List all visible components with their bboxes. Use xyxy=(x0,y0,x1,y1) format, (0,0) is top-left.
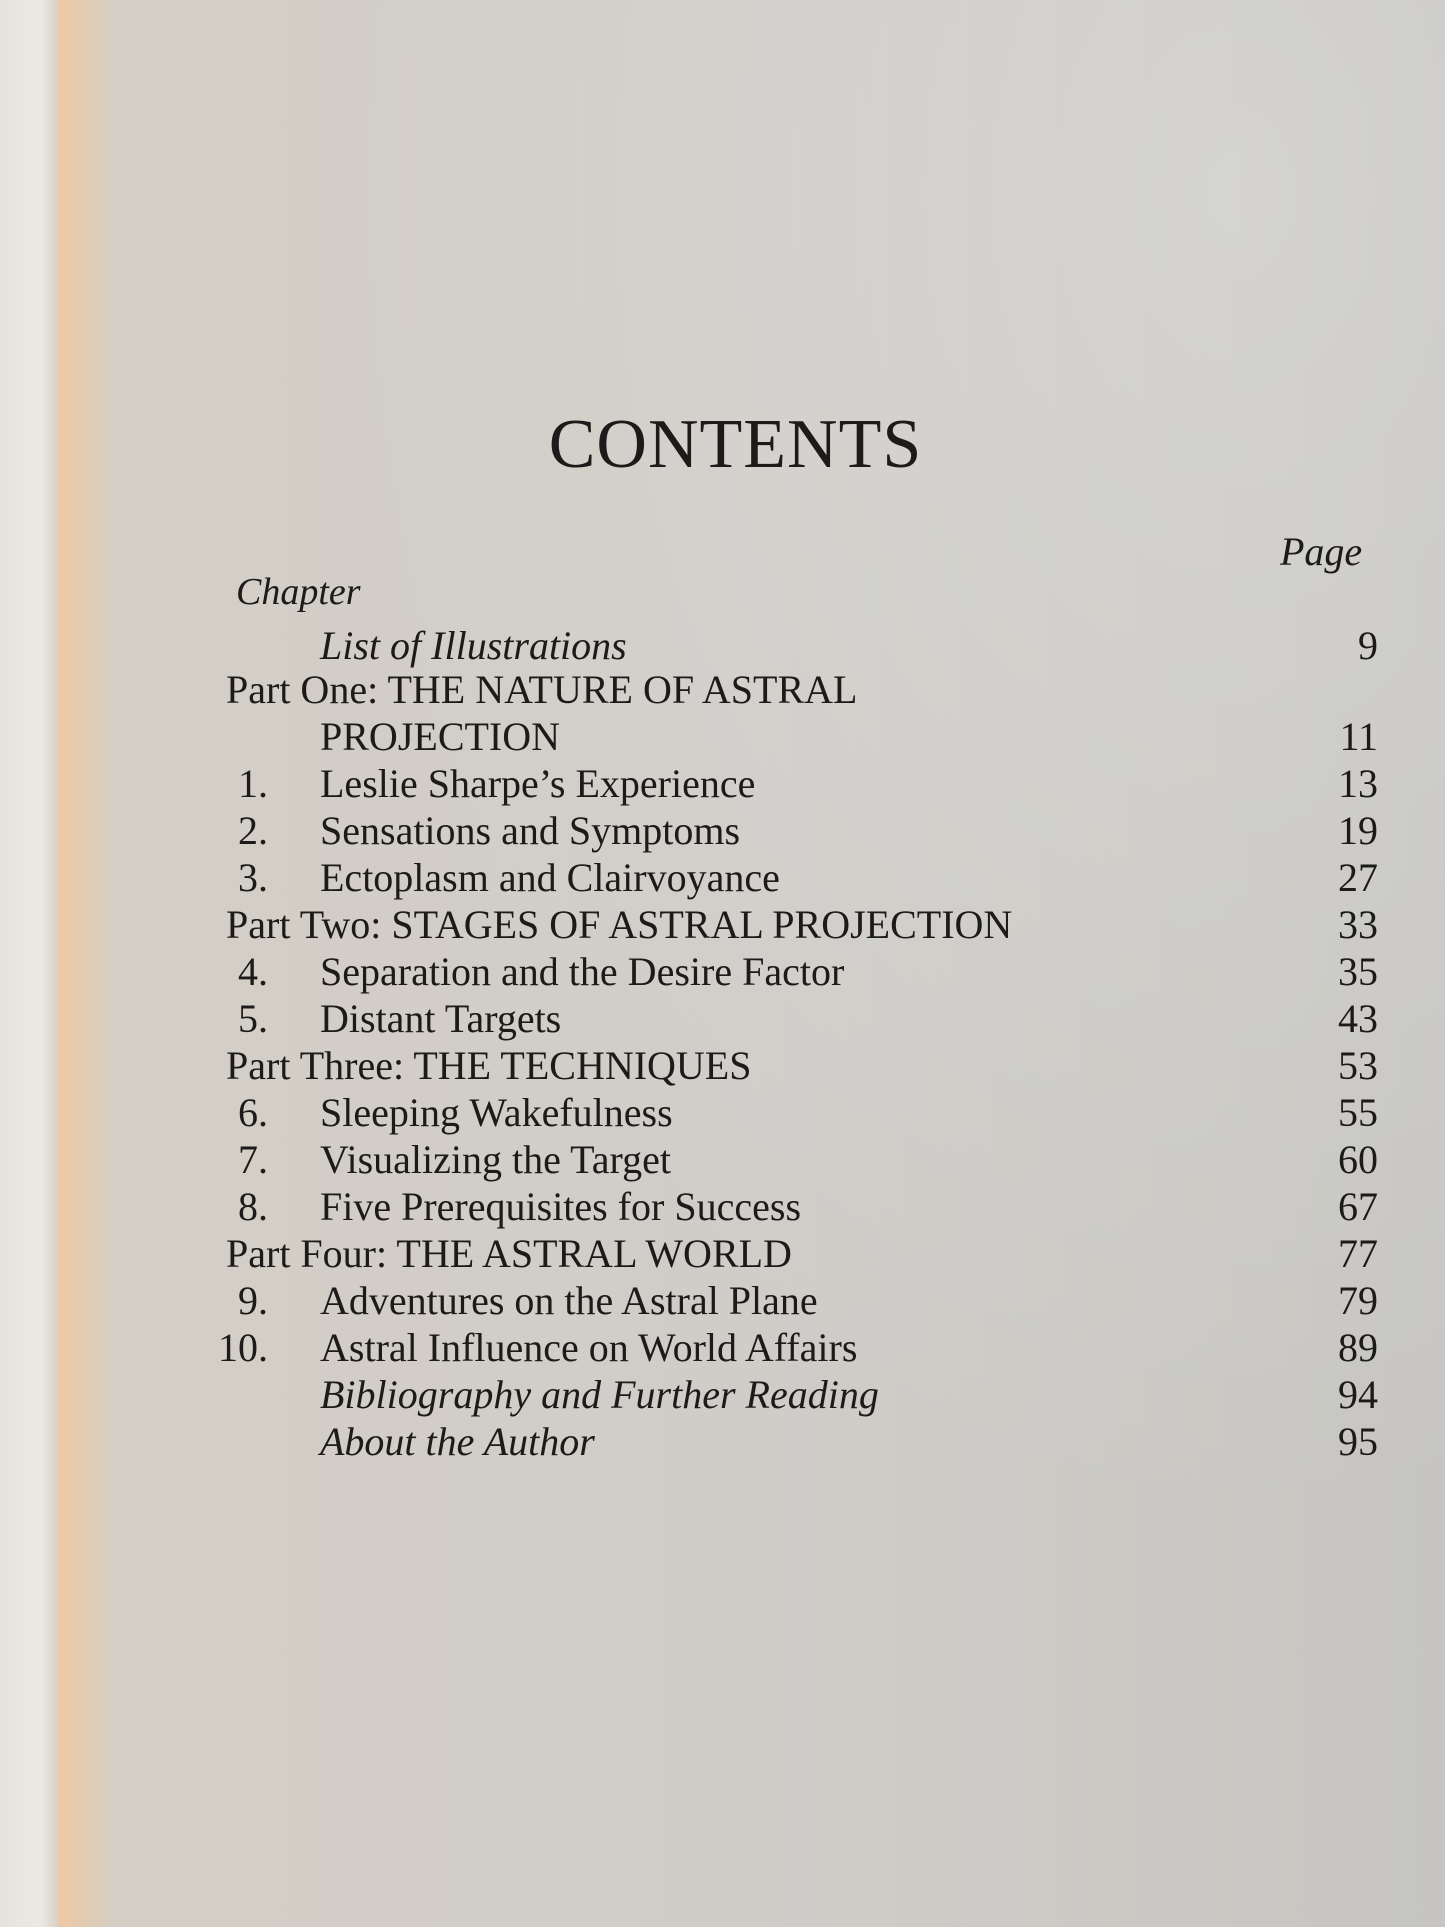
toc-entry-number: 10. xyxy=(218,1325,268,1370)
toc-entry-page: 60 xyxy=(1338,1137,1378,1182)
toc-entry-list-of-illustrations xyxy=(58,622,1378,669)
toc-entry-page: 89 xyxy=(1338,1325,1378,1370)
toc-entry-about-author xyxy=(58,1418,1378,1465)
toc-entry-chapter-1 xyxy=(58,760,1378,807)
book-page xyxy=(58,0,1445,1927)
toc-entry-label: Part One: THE NATURE OF ASTRAL xyxy=(226,667,858,712)
toc-entry-number: 8. xyxy=(238,1184,268,1229)
toc-entry-label: Adventures on the Astral Plane xyxy=(320,1278,818,1323)
page-column-header: Page xyxy=(1280,529,1363,574)
toc-part-three-heading xyxy=(58,1042,1378,1089)
toc-entry-number: 3. xyxy=(238,855,268,900)
toc-entry-page: 35 xyxy=(1338,949,1378,994)
toc-entry-chapter-8 xyxy=(58,1183,1378,1230)
toc-entry-label: About the Author xyxy=(320,1419,595,1464)
toc-entry-label: Part Four: THE ASTRAL WORLD xyxy=(226,1231,792,1276)
toc-entry-chapter-2 xyxy=(58,807,1378,854)
page-title: CONTENTS xyxy=(548,406,923,483)
toc-entry-page: 33 xyxy=(1338,902,1378,947)
toc-entry-number: 1. xyxy=(238,761,268,806)
toc-part-one-heading xyxy=(58,666,1378,713)
toc-entry-page: 53 xyxy=(1338,1043,1378,1088)
adjacent-page-edge xyxy=(0,0,58,1927)
toc-entry-label: Five Prerequisites for Success xyxy=(320,1184,802,1229)
toc-entry-label: Sensations and Symptoms xyxy=(320,808,741,853)
toc-part-four-heading xyxy=(58,1230,1378,1277)
toc-entry-number: 5. xyxy=(238,996,268,1041)
chapter-column-header: Chapter xyxy=(236,571,361,613)
toc-entry-label: Bibliography and Further Reading xyxy=(320,1372,879,1417)
toc-entry-page: 13 xyxy=(1338,761,1378,806)
toc-entry-label: Ectoplasm and Clairvoyance xyxy=(320,855,780,900)
toc-entry-chapter-9 xyxy=(58,1277,1378,1324)
toc-entry-label: Separation and the Desire Factor xyxy=(320,949,845,994)
toc-entry-label: Leslie Sharpe’s Experience xyxy=(320,761,756,806)
toc-part-one-heading-cont xyxy=(58,713,1378,760)
toc-entry-chapter-5 xyxy=(58,995,1378,1042)
toc-entry-page: 19 xyxy=(1338,808,1378,853)
toc-entry-page: 77 xyxy=(1338,1231,1378,1276)
toc-entry-number: 6. xyxy=(238,1090,268,1135)
toc-entry-page: 11 xyxy=(1339,714,1378,759)
toc-entry-page: 27 xyxy=(1338,855,1378,900)
toc-entry-page: 43 xyxy=(1338,996,1378,1041)
toc-entry-label: Distant Targets xyxy=(320,996,562,1041)
toc-entry-page: 79 xyxy=(1338,1278,1378,1323)
toc-entry-label: Part Two: STAGES OF ASTRAL PROJECTION xyxy=(226,902,1013,947)
toc-entry-chapter-3 xyxy=(58,854,1378,901)
toc-part-two-heading xyxy=(58,901,1378,948)
toc-entry-page: 67 xyxy=(1338,1184,1378,1229)
toc-entry-page: 9 xyxy=(1358,623,1378,668)
toc-entry-label: Visualizing the Target xyxy=(320,1137,672,1182)
toc-entry-label: Astral Influence on World Affairs xyxy=(320,1325,858,1370)
toc-entry-chapter-6 xyxy=(58,1089,1378,1136)
toc-entry-bibliography xyxy=(58,1371,1378,1418)
toc-entry-page: 55 xyxy=(1338,1090,1378,1135)
toc-entry-page: 95 xyxy=(1338,1419,1378,1464)
toc-entry-label: List of Illustrations xyxy=(320,623,627,668)
toc-entry-number: 2. xyxy=(238,808,268,853)
toc-entry-number: 4. xyxy=(238,949,268,994)
toc-entry-number: 7. xyxy=(238,1137,268,1182)
toc-entry-page: 94 xyxy=(1338,1372,1378,1417)
toc-entry-chapter-7 xyxy=(58,1136,1378,1183)
toc-entry-label: Sleeping Wakefulness xyxy=(320,1090,673,1135)
toc-entry-number: 9. xyxy=(238,1278,268,1323)
toc-entry-label: Part Three: THE TECHNIQUES xyxy=(226,1043,752,1088)
toc-entry-chapter-4 xyxy=(58,948,1378,995)
toc-entry-label: PROJECTION xyxy=(320,714,561,759)
toc-entry-chapter-10 xyxy=(58,1324,1378,1371)
